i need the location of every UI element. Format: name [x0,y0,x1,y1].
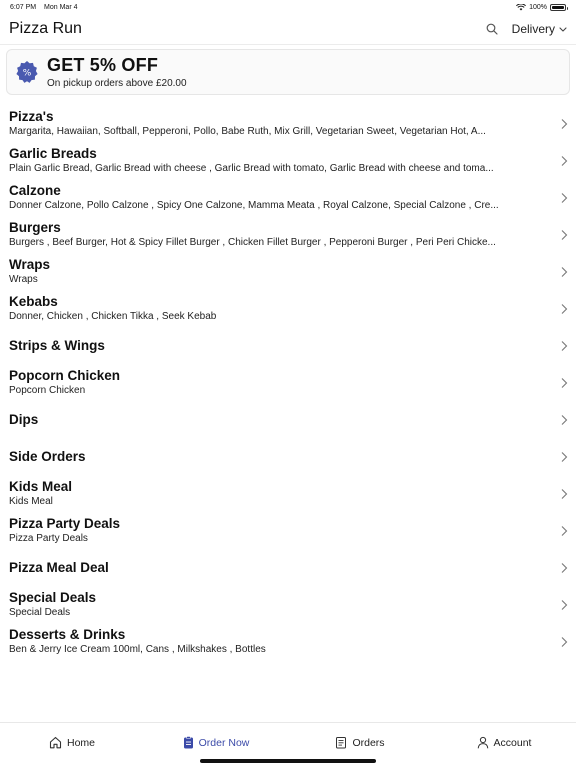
category-description: Pizza Party Deals [9,533,88,544]
chevron-down-icon [559,27,567,32]
category-description: Donner, Chicken , Chicken Tikka , Seek Kebab [9,311,217,322]
tab-order-now-label: Order Now [198,736,250,749]
tab-account-label: Account [493,736,532,749]
category-description: Plain Garlic Bread, Garlic Bread with cheese , Garlic Bread with tomato, Garlic Bread with cheese and toma... [9,163,494,174]
home-icon [49,736,62,749]
chevron-right-icon [560,192,568,204]
category-pizza-party-deals[interactable] [0,512,576,549]
status-right [516,4,566,11]
tab-home-label: Home [66,736,95,749]
category-title: Kebabs [9,294,58,309]
chevron-right-icon [560,155,568,167]
category-pizza-meal-deal[interactable] [0,549,576,586]
chevron-right-icon [560,488,568,500]
header-actions [486,22,567,36]
chevron-right-icon [560,525,568,537]
chevron-right-icon [560,266,568,278]
search-icon[interactable] [486,23,498,35]
delivery-mode-select[interactable] [512,22,567,36]
tab-orders-label: Orders [352,736,385,749]
receipt-icon [335,736,347,749]
category-title: Kids Meal [9,479,73,494]
category-title: Pizza Party Deals [9,516,121,531]
delivery-mode-label: Delivery [511,22,555,36]
category-description: Donner Calzone, Pollo Calzone , Spicy One Calzone, Mamma Meata , Royal Calzone, Special Calzone , Cre... [9,200,499,211]
category-popcorn-chicken[interactable] [0,364,576,401]
tab-account[interactable] [432,736,576,749]
category-title: Calzone [9,183,61,198]
promo-title: GET 5% OFF [47,55,159,75]
category-strips-wings[interactable] [0,327,576,364]
order-icon [183,736,194,749]
category-description: Popcorn Chicken [9,385,86,396]
category-title: Desserts & Drinks [9,627,126,642]
category-title: Dips [9,412,39,427]
category-side-orders[interactable] [0,438,576,475]
category-dips[interactable] [0,401,576,438]
category-kids-meal[interactable] [0,475,576,512]
category-description: Wraps [9,274,38,285]
chevron-right-icon [560,303,568,315]
category-title: Burgers [9,220,61,235]
category-special-deals[interactable] [0,586,576,623]
battery-percent: 100% [529,3,547,11]
category-burgers[interactable] [0,216,576,253]
category-desserts-drinks[interactable] [0,623,576,660]
category-pizzas[interactable] [0,105,576,142]
status-left [10,4,84,11]
chevron-right-icon [560,599,568,611]
chevron-right-icon [560,451,568,463]
category-title: Pizza Meal Deal [9,560,109,575]
tab-home[interactable] [0,736,144,749]
category-garlic-breads[interactable] [0,142,576,179]
category-description: Special Deals [9,607,71,618]
category-description: Burgers , Beef Burger, Hot & Spicy Fillet Burger , Chicken Fillet Burger , Pepperoni Burger , Peri Peri Chicke... [9,237,496,248]
chevron-right-icon [560,414,568,426]
category-title: Pizza's [9,109,54,124]
category-title: Strips & Wings [9,338,105,353]
tab-order-now[interactable] [144,736,288,749]
person-icon [477,736,489,749]
menu-category-list [0,105,576,660]
category-title: Wraps [9,257,51,272]
promo-text [47,55,187,89]
home-indicator [200,759,376,763]
chevron-right-icon [560,118,568,130]
app-title: Pizza Run [9,20,82,37]
category-title: Garlic Breads [9,146,97,161]
category-calzone[interactable] [0,179,576,216]
status-time: 6:07 PM [10,3,37,11]
chevron-right-icon [560,229,568,241]
chevron-right-icon [560,636,568,648]
app-header [0,14,576,44]
discount-badge-icon [15,60,39,84]
battery-icon [550,4,566,11]
promo-banner[interactable] [6,49,570,95]
status-bar [0,0,576,14]
svg-text:%: % [22,68,32,79]
category-title: Popcorn Chicken [9,368,121,383]
wifi-icon [516,4,526,11]
category-wraps[interactable] [0,253,576,290]
chevron-right-icon [560,562,568,574]
category-description: Kids Meal [9,496,53,507]
category-description: Margarita, Hawaiian, Softball, Pepperoni, Pollo, Babe Ruth, Mix Grill, Vegetarian Sweet, Vegetarian Hot, A... [9,126,486,137]
category-title: Special Deals [9,590,97,605]
chevron-right-icon [560,340,568,352]
header-divider [0,44,576,45]
chevron-right-icon [560,377,568,389]
category-title: Side Orders [9,449,86,464]
tab-orders[interactable] [288,736,432,749]
category-kebabs[interactable] [0,290,576,327]
promo-subtitle: On pickup orders above £20.00 [47,78,187,89]
category-description: Ben & Jerry Ice Cream 100ml, Cans , Milkshakes , Bottles [9,644,266,655]
status-date: Mon Mar 4 [44,3,78,11]
